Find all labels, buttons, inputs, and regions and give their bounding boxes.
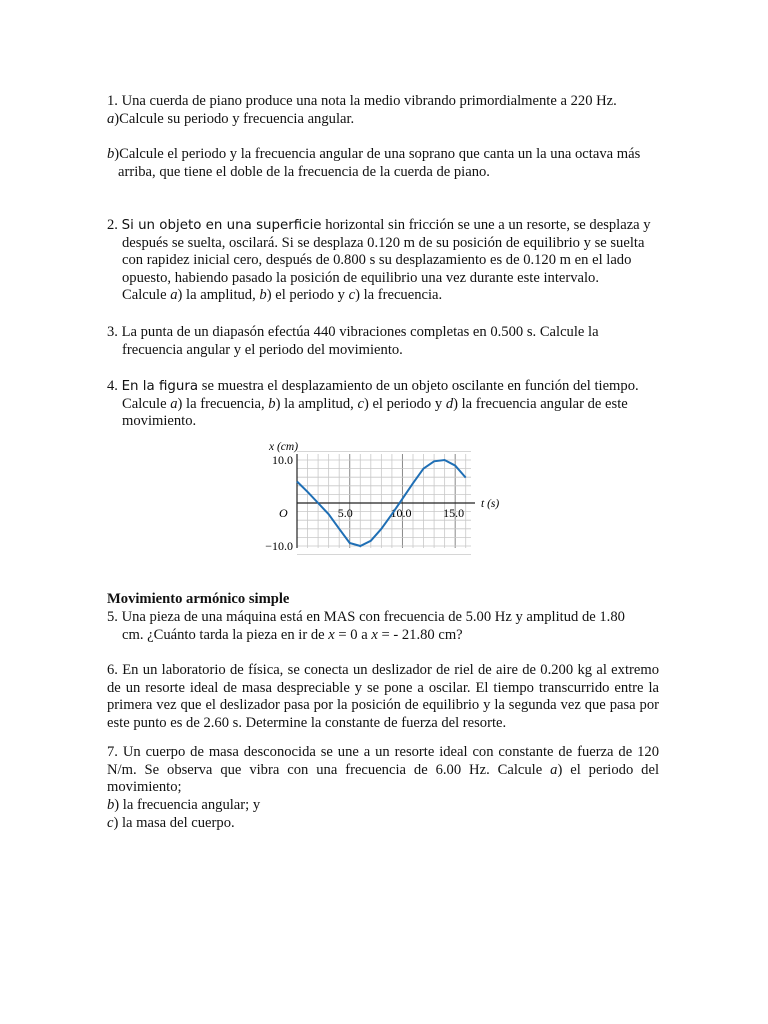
q1-line: 1. Una cuerda de piano produce una nota la medio vibrando primordialmente a 220 Hz. [107,93,617,109]
q2-line-3: con rapidez inicial cero, después de 0.800 s su desplazamiento es de 0.120 m en el lado [122,252,632,269]
q5-line-2: cm. ¿Cuánto tarda la pieza en ir de x = 0 a x = - 21.80 cm? [122,626,463,643]
q1-part-b-line: b)Calcule el periodo y la frecuencia angular de una soprano que canta un la una octava más [107,146,641,162]
q4-line-2: Calcule a) la frecuencia, b) la amplitud, c) el periodo y d) la frecuencia angular de este [122,395,628,412]
displacement-time-graph [245,437,525,562]
question-6: 6. En un laboratorio de física, se conecta un deslizador de riel de aire de 0.200 kg al extremo de un resorte ideal de masa despreciable y se pone a oscilar. El tiempo transcurrido entre la primera vez que el deslizador pasa por la posición de equilibrio y la segunda vez que pasa por este punto es de 2.60 s. Determine la constante de fuerza del resorte. [107,662,659,731]
q7-part-b: b) la frecuencia angular; y [107,797,261,813]
q2-line-2: después se suelta, oscilará. Si se desplaza 0.120 m de su posición de equilibrio y se suelta [122,234,645,251]
q2-line-5: Calcule a) la amplitud, b) el periodo y c) la frecuencia. [122,287,443,304]
question-7: 7. Un cuerpo de masa desconocida se une a un resorte ideal con constante de fuerza de 120 N/m. Se observa que vibra con una frecuencia de 6.00 Hz. Calcule a) el periodo del movimiento; [107,744,660,796]
x-tick-label: 15.0 [443,506,465,520]
q3-line-2: frecuencia angular y el periodo del movimiento. [122,341,403,358]
section-title: Movimiento armónico simple [107,591,290,607]
q2-line-4: opuesto, habiendo pasado la posición de equilibrio una vez durante este intervalo. [122,269,599,286]
x-axis-label: t (s) [481,498,500,510]
origin-label: O [279,506,288,520]
y-tick-label: −10.0 [265,539,293,553]
question-7-parts [107,797,659,832]
x-tick-label: 10.0 [390,506,412,520]
y-tick-label: 10.0 [272,453,293,467]
q5-line-1: 5. Una pieza de una máquina está en MAS con frecuencia de 5.00 Hz y amplitud de 1.80 [107,609,625,625]
q2-line-1: 2. Si un objeto en una superficie horizontal sin fricción se une a un resorte, se desplaza y [107,217,651,233]
question-1 [107,93,659,128]
question-4 [107,378,659,431]
question-5 [107,609,659,644]
question-2 [107,217,659,305]
x-tick-label: 5.0 [337,506,353,520]
y-axis-label: x (cm) [269,441,299,453]
question-1-part-b [107,146,659,181]
q3-line-1: 3. La punta de un diapasón efectúa 440 vibraciones completas en 0.500 s. Calcule la [107,324,599,340]
q1-part-b-cont: arriba, que tiene el doble de la frecuencia de la cuerda de piano. [118,163,490,180]
q4-line-3: movimiento. [122,413,197,430]
question-3 [107,324,659,359]
q4-line-1: 4. En la figura se muestra el desplazamiento de un objeto oscilante en función del tiempo. [107,378,639,394]
q1-part-a: a)Calcule su periodo y frecuencia angular. [107,110,355,127]
q7-part-c: c) la masa del cuerpo. [107,814,235,831]
